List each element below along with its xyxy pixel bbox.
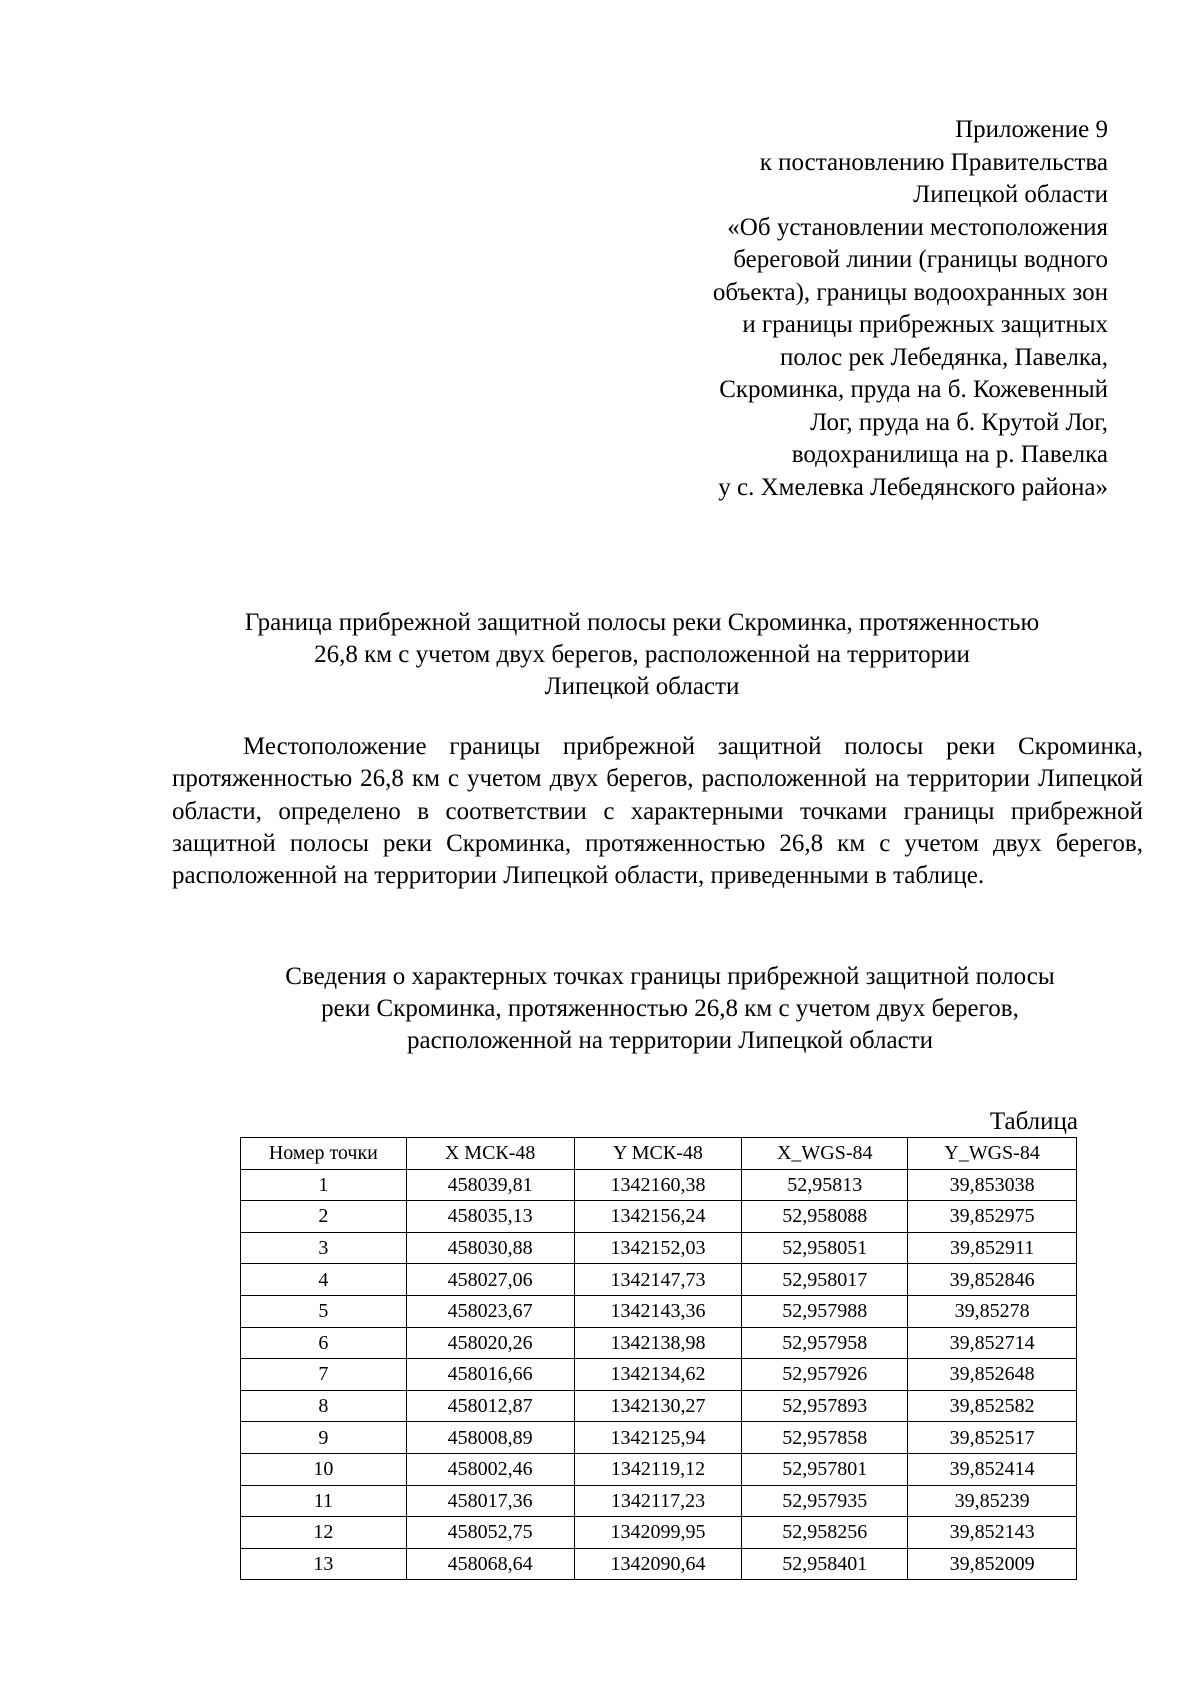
appendix-line: Лог, пруда на б. Крутой Лог, [810, 408, 1108, 436]
cell-y-wgs84: 39,852009 [908, 1548, 1077, 1580]
cell-x-wgs84: 52,957858 [742, 1422, 908, 1454]
header-x-msk48: X МСК-48 [406, 1138, 574, 1170]
cell-x-msk48: 458039,81 [406, 1169, 574, 1201]
appendix-line: у с. Хмелевка Лебедянского района» [718, 473, 1108, 501]
cell-x-msk48: 458012,87 [406, 1390, 574, 1422]
cell-y-msk48: 1342117,23 [574, 1485, 742, 1517]
cell-x-msk48: 458052,75 [406, 1517, 574, 1549]
table-row [241, 1201, 1077, 1233]
table-body [241, 1169, 1077, 1580]
cell-y-wgs84: 39,852911 [908, 1232, 1077, 1264]
caption-line: реки Скроминка, протяженностью 26,8 км с учетом двух берегов, [321, 995, 1019, 1022]
appendix-line: береговой линии (границы водного [733, 246, 1108, 273]
table-caption [200, 961, 1140, 1057]
cell-y-wgs84: 39,852143 [908, 1517, 1077, 1549]
cell-y-wgs84: 39,85239 [908, 1485, 1077, 1517]
cell-x-wgs84: 52,957958 [742, 1327, 908, 1359]
table-row [241, 1169, 1077, 1201]
appendix-line: к постановлению Правительства [759, 148, 1108, 176]
table-row [241, 1453, 1077, 1485]
appendix-line: полос рек Лебедянка, Павелка, [780, 343, 1108, 371]
table-row [241, 1390, 1077, 1422]
cell-x-wgs84: 52,95813 [742, 1169, 908, 1201]
appendix-line: Приложение 9 [955, 116, 1108, 143]
appendix-line: Скроминка, пруда на б. Кожевенный [719, 376, 1108, 403]
table-row [241, 1232, 1077, 1264]
caption-line: Сведения о характерных точках границы прибрежной защитной полосы [285, 963, 1055, 990]
cell-y-msk48: 1342099,95 [574, 1517, 742, 1549]
cell-y-msk48: 1342090,64 [574, 1548, 742, 1580]
table-row [241, 1517, 1077, 1549]
cell-point-number: 13 [241, 1548, 407, 1580]
table-label: Таблица [989, 1108, 1078, 1135]
appendix-line: водохранилища на р. Павелка [791, 441, 1108, 468]
title-line: Граница прибрежной защитной полосы реки Скроминка, протяженностью [244, 609, 1040, 636]
cell-x-msk48: 458016,66 [406, 1359, 574, 1391]
cell-point-number: 7 [241, 1359, 407, 1391]
cell-y-wgs84: 39,852517 [908, 1422, 1077, 1454]
table-header-row [241, 1138, 1077, 1170]
cell-y-msk48: 1342156,24 [574, 1201, 742, 1233]
header-x-wgs84: X_WGS-84 [742, 1138, 908, 1170]
cell-y-msk48: 1342130,27 [574, 1390, 742, 1422]
cell-point-number: 5 [241, 1295, 407, 1327]
cell-y-wgs84: 39,852648 [908, 1359, 1077, 1391]
cell-x-msk48: 458035,13 [406, 1201, 574, 1233]
caption-line: расположенной на территории Липецкой области [406, 1027, 933, 1054]
document-title [172, 607, 1112, 703]
cell-x-msk48: 458027,06 [406, 1264, 574, 1296]
cell-y-wgs84: 39,852846 [908, 1264, 1077, 1296]
cell-y-msk48: 1342147,73 [574, 1264, 742, 1296]
cell-point-number: 10 [241, 1453, 407, 1485]
cell-y-wgs84: 39,852414 [908, 1453, 1077, 1485]
cell-x-wgs84: 52,958401 [742, 1548, 908, 1580]
cell-x-msk48: 458030,88 [406, 1232, 574, 1264]
cell-x-wgs84: 52,957926 [742, 1359, 908, 1391]
table-row [241, 1485, 1077, 1517]
cell-y-msk48: 1342125,94 [574, 1422, 742, 1454]
appendix-line: объекта), границы водоохранных зон [712, 278, 1108, 306]
cell-y-wgs84: 39,852975 [908, 1201, 1077, 1233]
table-row [241, 1295, 1077, 1327]
cell-x-wgs84: 52,958088 [742, 1201, 908, 1233]
table-row [241, 1422, 1077, 1454]
cell-x-wgs84: 52,958051 [742, 1232, 908, 1264]
cell-x-wgs84: 52,957801 [742, 1453, 908, 1485]
cell-y-msk48: 1342143,36 [574, 1295, 742, 1327]
appendix-header [588, 114, 1108, 504]
cell-y-msk48: 1342152,03 [574, 1232, 742, 1264]
table-row [241, 1264, 1077, 1296]
title-line: Липецкой области [544, 673, 740, 700]
cell-point-number: 9 [241, 1422, 407, 1454]
cell-x-wgs84: 52,957988 [742, 1295, 908, 1327]
table-row [241, 1327, 1077, 1359]
cell-x-wgs84: 52,958256 [742, 1517, 908, 1549]
cell-x-msk48: 458068,64 [406, 1548, 574, 1580]
cell-point-number: 4 [241, 1264, 407, 1296]
cell-y-wgs84: 39,85278 [908, 1295, 1077, 1327]
cell-y-wgs84: 39,852582 [908, 1390, 1077, 1422]
title-line: 26,8 км с учетом двух берегов, расположенной на территории [314, 641, 970, 668]
cell-point-number: 6 [241, 1327, 407, 1359]
coordinates-table [240, 1137, 1077, 1580]
cell-y-wgs84: 39,852714 [908, 1327, 1077, 1359]
cell-y-wgs84: 39,853038 [908, 1169, 1077, 1201]
header-y-msk48: Y МСК-48 [574, 1138, 742, 1170]
cell-x-msk48: 458020,26 [406, 1327, 574, 1359]
cell-x-wgs84: 52,957935 [742, 1485, 908, 1517]
cell-point-number: 3 [241, 1232, 407, 1264]
body-paragraph: Местоположение границы прибрежной защитной полосы реки Скроминка, протяженностью 26,8 км с учетом двух берегов, расположенной на территории Липецкой области, определено в соответствии с характерными точками границы прибрежной защитной полосы реки Скроминка, протяженностью 26,8 км с учетом двух берегов, расположенной на территории Липецкой области, приведенными в таблице. [172, 733, 1143, 890]
cell-y-msk48: 1342119,12 [574, 1453, 742, 1485]
cell-x-msk48: 458002,46 [406, 1453, 574, 1485]
cell-y-msk48: 1342134,62 [574, 1359, 742, 1391]
cell-x-wgs84: 52,957893 [742, 1390, 908, 1422]
header-point-number: Номер точки [241, 1138, 407, 1170]
appendix-line: Липецкой области [913, 181, 1108, 208]
cell-point-number: 2 [241, 1201, 407, 1233]
table-row [241, 1548, 1077, 1580]
cell-x-wgs84: 52,958017 [742, 1264, 908, 1296]
cell-point-number: 8 [241, 1390, 407, 1422]
cell-x-msk48: 458017,36 [406, 1485, 574, 1517]
appendix-line: и границы прибрежных защитных [742, 311, 1108, 338]
appendix-line: «Об установлении местоположения [727, 213, 1108, 241]
cell-y-msk48: 1342138,98 [574, 1327, 742, 1359]
cell-point-number: 1 [241, 1169, 407, 1201]
cell-point-number: 12 [241, 1517, 407, 1549]
cell-x-msk48: 458023,67 [406, 1295, 574, 1327]
cell-point-number: 11 [241, 1485, 407, 1517]
cell-x-msk48: 458008,89 [406, 1422, 574, 1454]
table-row [241, 1359, 1077, 1391]
cell-y-msk48: 1342160,38 [574, 1169, 742, 1201]
header-y-wgs84: Y_WGS-84 [908, 1138, 1077, 1170]
